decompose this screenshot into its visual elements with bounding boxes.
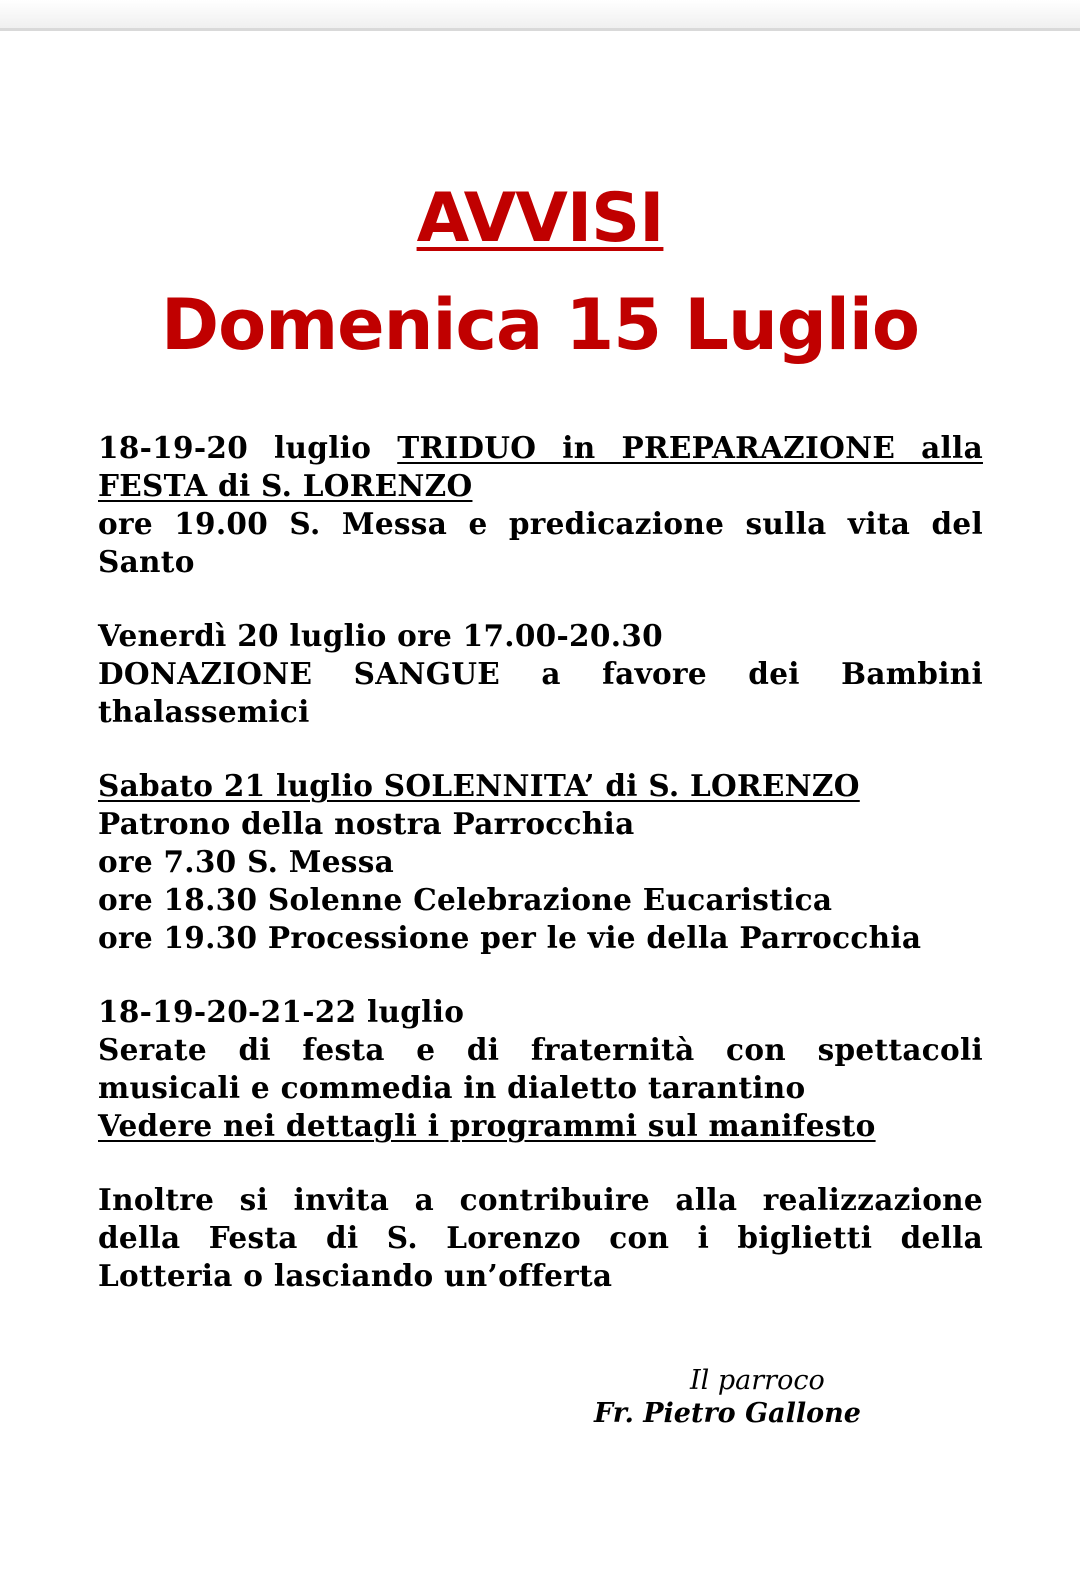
signature-name: Fr. Pietro Gallone — [594, 1398, 861, 1429]
triduo-title: TRIDUO in PREPARAZIONE alla FESTA di S. LORENZO — [98, 430, 983, 503]
lotteria-detail: Inoltre si invita a contribuire alla realizzazione della Festa di S. Lorenzo con i biglietti della Lotteria o lasciando un’offerta — [98, 1182, 983, 1293]
section-triduo — [98, 429, 983, 581]
solennita-line: ore 19.30 Processione per le vie della Parrocchia — [98, 920, 922, 955]
signature-role: Il parroco — [690, 1365, 825, 1396]
solennita-heading: Sabato 21 luglio SOLENNITA’ di S. LORENZO — [98, 768, 860, 803]
notice-page — [0, 31, 1080, 1572]
page-subtitle: Domenica 15 Luglio — [161, 284, 919, 366]
notice-body — [98, 429, 983, 1331]
section-serate — [98, 993, 983, 1145]
solennita-line: ore 7.30 S. Messa — [98, 844, 395, 879]
page-title — [0, 179, 1080, 259]
solennita-line: Patrono della nostra Parrocchia — [98, 806, 635, 841]
triduo-dates: 18-19-20 luglio — [98, 430, 372, 465]
solennita-line: ore 18.30 Solenne Celebrazione Eucaristica — [98, 882, 833, 917]
browser-top-bar — [0, 0, 1080, 31]
donazione-date: Venerdì 20 luglio ore 17.00-20.30 — [98, 618, 663, 653]
section-lotteria — [98, 1181, 983, 1295]
section-donazione — [98, 617, 983, 731]
triduo-detail: ore 19.00 S. Messa e predicazione sulla vita del Santo — [98, 506, 983, 579]
page-title-text: AVVISI — [416, 179, 664, 258]
serate-detail: Serate di festa e di fraternità con spettacoli musicali e commedia in dialetto tarantino — [98, 1032, 983, 1105]
donazione-detail: DONAZIONE SANGUE a favore dei Bambini thalassemici — [98, 656, 983, 729]
section-solennita — [98, 767, 983, 957]
serate-dates: 18-19-20-21-22 luglio — [98, 994, 465, 1029]
serate-programma: Vedere nei dettagli i programmi sul manifesto — [98, 1108, 876, 1143]
